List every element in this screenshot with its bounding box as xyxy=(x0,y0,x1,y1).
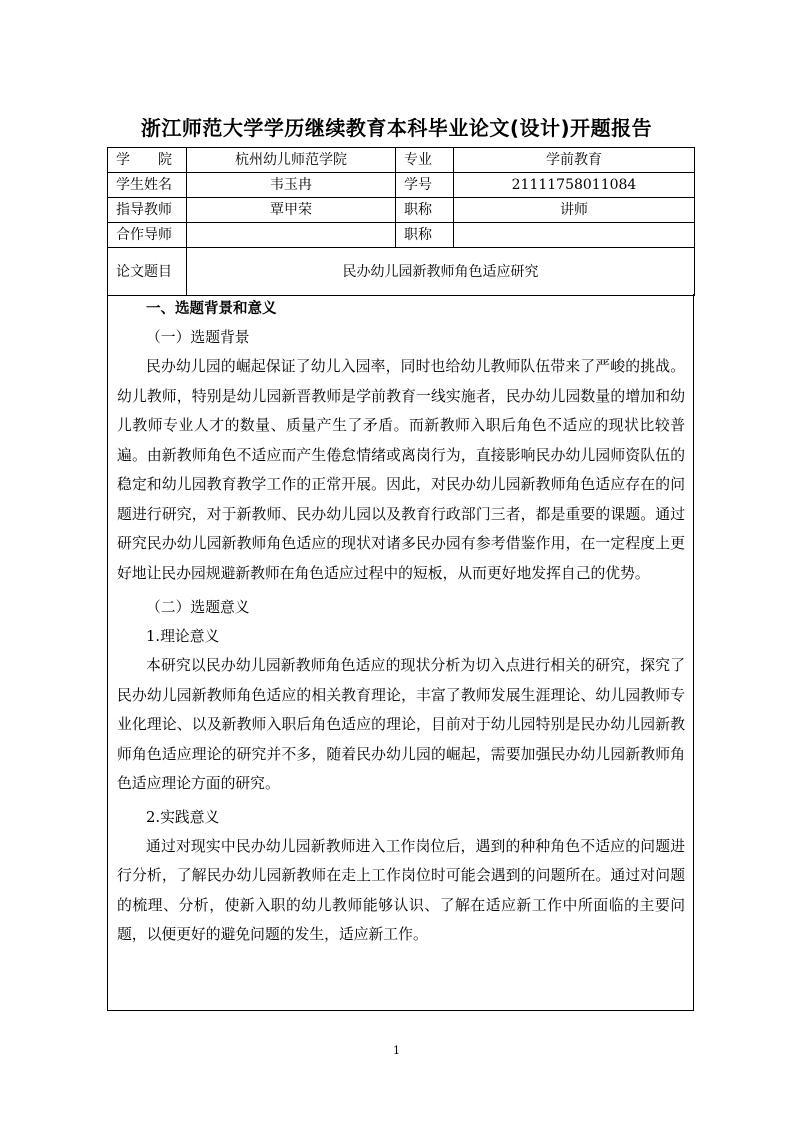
proposal-body xyxy=(107,294,694,1011)
table-row xyxy=(108,198,695,223)
college-label: 学 院 xyxy=(108,148,187,173)
page-title: 浙江师范大学学历继续教育本科毕业论文(设计)开题报告 xyxy=(140,116,653,140)
info-table xyxy=(107,147,695,296)
topic-value: 民办幼儿园新教师角色适应研究 xyxy=(187,248,695,296)
section-heading: 一、选题背景和意义 xyxy=(146,301,277,317)
id-value: 21111758011084 xyxy=(454,173,695,198)
subsubsection-heading: 2.实践意义 xyxy=(146,808,220,826)
coadvisor-title-value xyxy=(454,223,695,248)
college-value: 杭州幼儿师范学院 xyxy=(187,148,396,173)
paragraph-background: 民办幼儿园的崛起保证了幼儿入园率，同时也给幼儿教师队伍带来了严峻的挑战。幼儿教师，特别是幼儿园新晋教师是学前教育一线实施者，民办幼儿园数量的增加和幼儿教师专业人才的数量、质量产生了矛盾。而新教师入职后角色不适应的现状比较普遍。由新教师角色不适应而产生倦怠情绪或离岗行为，直接影响民办幼儿园师资队伍的稳定和幼儿园教育教学工作的正常开展。因此，对民办幼儿园新教师角色适应存在的问题进行研究，对于新教师、民办幼儿园以及教育行政部门三者，都是重要的课题。通过研究民办幼儿园新教师角色适应的现状对诸多民办园有参考借鉴作用，在一定程度上更好地让民办园规避新教师在角色适应过程中的短板，从而更好地发挥自己的优势。 xyxy=(117,358,685,582)
paragraph-practice: 通过对现实中民办幼儿园新教师进入工作岗位后，遇到的种种角色不适应的问题进行分析，了解民办幼儿园新教师在走上工作岗位时可能会遇到的问题所在。通过对问题的梳理、分析，使新入职的幼儿教师能够认识、了解在适应新工作中所面临的主要问题，以便更好的避免问题的发生，适应新工作。 xyxy=(117,837,685,943)
student-label: 学生姓名 xyxy=(108,173,187,198)
coadvisor-value xyxy=(187,223,396,248)
page-number: 1 xyxy=(393,1044,400,1057)
advisor-title-value: 讲师 xyxy=(454,198,695,223)
table-row xyxy=(108,223,695,248)
subsubsection-heading: 1.理论意义 xyxy=(146,628,220,645)
major-value: 学前教育 xyxy=(454,148,695,173)
advisor-label: 指导教师 xyxy=(108,198,187,223)
major-label: 专业 xyxy=(396,148,454,173)
subsection-heading: （二）选题意义 xyxy=(146,599,250,616)
table-row xyxy=(108,173,695,198)
table-row xyxy=(108,248,695,296)
advisor-value: 覃甲荣 xyxy=(187,198,396,223)
subsection-heading: （一）选题背景 xyxy=(146,329,250,346)
topic-label: 论文题目 xyxy=(108,248,187,296)
advisor-title-label: 职称 xyxy=(396,198,454,223)
coadvisor-title-label: 职称 xyxy=(396,223,454,248)
coadvisor-label: 合作导师 xyxy=(108,223,187,248)
student-value: 韦玉冉 xyxy=(187,173,396,198)
table-row xyxy=(108,148,695,173)
paragraph-theory: 本研究以民办幼儿园新教师角色适应的现状分析为切入点进行相关的研究，探究了民办幼儿园新教师角色适应的相关教育理论，丰富了教师发展生涯理论、幼儿园教师专业化理论、以及新教师入职后角色适应的理论，目前对于幼儿园特别是民办幼儿园新教师角色适应理论的研究并不多，随着民办幼儿园的崛起，需要加强民办幼儿园新教师角色适应理论方面的研究。 xyxy=(117,657,685,792)
id-label: 学号 xyxy=(396,173,454,198)
